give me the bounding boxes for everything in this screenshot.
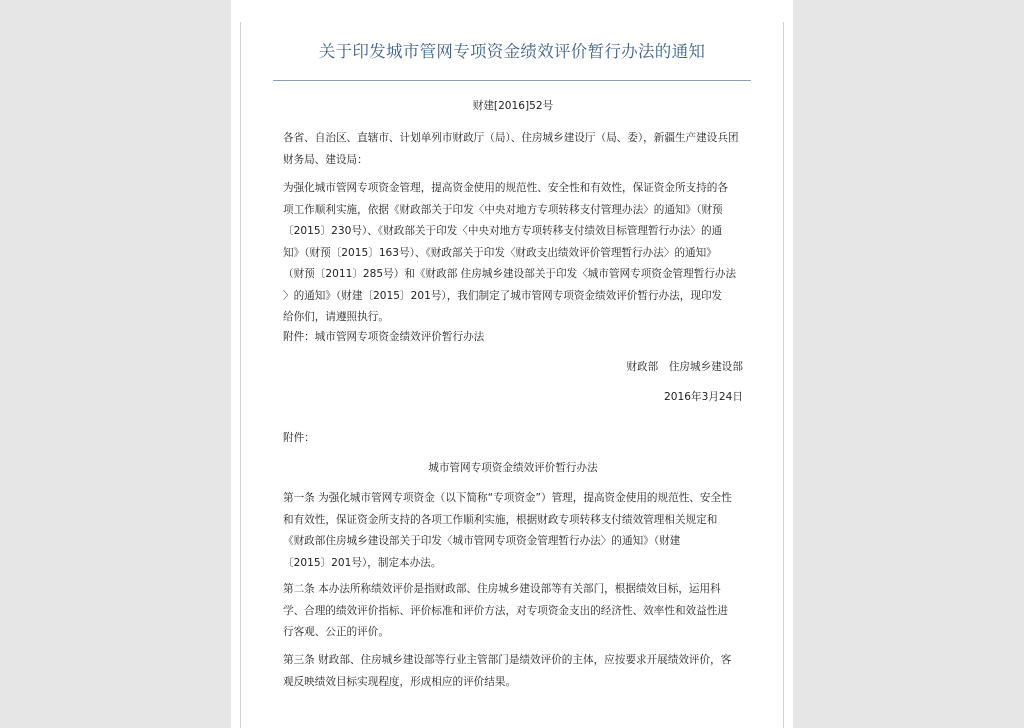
article-1 bbox=[283, 488, 743, 574]
body-line: 项工作顺利实施，依据《财政部关于印发〈中央对地方专项转移支付管理办法〉的通知》（财预 bbox=[283, 203, 723, 216]
document-number: 财建[2016]52号 bbox=[472, 100, 554, 112]
attachment-label: 附件： bbox=[283, 432, 315, 444]
attachment-title: 城市管网专项资金绩效评价暂行办法 bbox=[428, 462, 598, 474]
article-line: 观反映绩效目标实现程度，形成相应的评价结果。 bbox=[283, 675, 517, 688]
page-title: 关于印发城市管网专项资金绩效评价暂行办法的通知 bbox=[318, 42, 706, 61]
article-line: 第一条 为强化城市管网专项资金（以下简称“专项资金”）管理，提高资金使用的规范性、安全性 bbox=[283, 492, 732, 504]
article-line: 行客观、公正的评价。 bbox=[283, 626, 389, 638]
article-line: 《财政部住房城乡建设部关于印发〈城市管网专项资金管理暂行办法〉的通知》（财建 bbox=[283, 535, 681, 547]
body-paragraph bbox=[283, 178, 743, 329]
addressee-paragraph: 各省、自治区、直辖市、计划单列市财政厅（局）、住房城乡建设厅（局、委），新疆生产建设兵团财务局、建设局： bbox=[283, 132, 739, 166]
body-line: 为强化城市管网专项资金管理，提高资金使用的规范性、安全性和有效性，保证资金所支持的各 bbox=[283, 182, 728, 194]
signatories: 财政部 住房城乡建设部 bbox=[626, 361, 743, 373]
article-line: 第二条 本办法所称绩效评价是指财政部、住房城乡建设部等有关部门，根据绩效目标，运用科 bbox=[283, 583, 721, 595]
article-2 bbox=[283, 579, 743, 644]
article-3 bbox=[283, 650, 743, 693]
issue-date: 2016年3月24日 bbox=[664, 391, 743, 403]
body-line: 〉的通知》（财建〔2015〕201号），我们制定了城市管网专项资金绩效评价暂行办法，现印发 bbox=[283, 289, 723, 302]
attachment-line: 附件：城市管网专项资金绩效评价暂行办法 bbox=[283, 331, 485, 343]
body-line: 〔2015〕230号）、《财政部关于印发〈中央对地方专项转移支付绩效目标管理暂行办法〉的通 bbox=[283, 225, 723, 237]
body-line: 给你们，请遵照执行。 bbox=[283, 311, 389, 323]
article-line: 学、合理的绩效评价指标、评价标准和评价方法，对专项资金支出的经济性、效率性和效益性进 bbox=[283, 604, 728, 617]
body-line: 知》（财预〔2015〕163号）、《财政部关于印发〈财政支出绩效评价管理暂行办法〉的通知》 bbox=[283, 246, 717, 259]
body-line: （财预〔2011〕285号）和《财政部 住房城乡建设部关于印发〈城市管网专项资金管理暂行办法 bbox=[283, 268, 737, 280]
title-divider bbox=[273, 80, 751, 81]
page-border-left bbox=[240, 22, 241, 728]
article-line: 〔2015〕201号），制定本办法。 bbox=[283, 556, 442, 569]
document-page bbox=[231, 0, 793, 728]
page-border-right bbox=[783, 22, 784, 728]
article-line: 和有效性，保证资金所支持的各项工作顺利实施，根据财政专项转移支付绩效管理相关规定和 bbox=[283, 513, 718, 526]
article-line: 第三条 财政部、住房城乡建设部等行业主管部门是绩效评价的主体，应按要求开展绩效评价，客 bbox=[283, 654, 732, 666]
